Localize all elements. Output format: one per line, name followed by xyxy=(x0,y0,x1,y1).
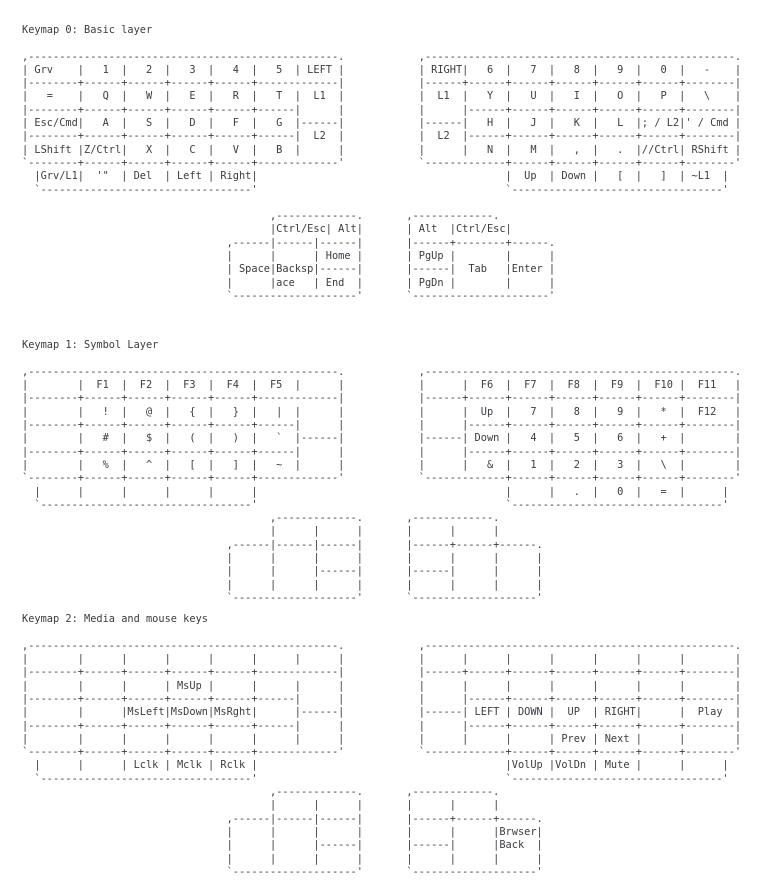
keymap-1-title: Keymap 1: Symbol Layer xyxy=(22,339,159,352)
keymap-1-section xyxy=(22,339,765,605)
keymap-0-ascii-diagram: ,--------------------------------------------------. ,--------------------------------------------------. | Grv | 1 | 2 | 3 | 4 | 5 | LEFT | | RIGHT| 6 | 7 | 8 | 9 | 0 | - | |--------+------+------+------+------+-------------| |------+------+------+------+------+------+--------| | = | Q | W | E | R | T | L1 | | L1 | Y | U | I | O | P | \ | |--------+------+------+------+------+------| | | |------+------+------+------+------+--------| | Esc/Cmd| A | S | D | F | G |------| |------| H | J | K | L |; / L2|' / Cmd | |--------+------+------+------+------+------| L2 | | L2 |------+------+------+------+------+--------| | LShift |Z/Ctrl| X | C | V | B | | | | N | M | , | . |//Ctrl| RShift | `--------+------+------+------+------+-------------' `-------------+------+------+------+------+--------' |Grv/L1| '" | Del | Left | Right| | Up | Down | [ | ] | ~L1 | `----------------------------------' `----------------------------------' ,-------------. ,-------------. |Ctrl/Esc| Alt| | Alt |Ctrl/Esc| ,------|------|------| |------+--------+------. | | | Home | | PgUp | | | | Space|Backsp|------| |------| Tab |Enter | | |ace | End | | PgDn | | | `--------------------' `----------------------' xyxy=(22,50,742,302)
keymap-0-title: Keymap 0: Basic layer xyxy=(22,24,153,36)
keymap-2-ascii-diagram: ,--------------------------------------------------. ,--------------------------------------------------. | | | | | | | | | | | | | | | | |--------+------+------+------+------+-------------| |------+------+------+------+------+------+--------| | | | | MsUp | | | | | | | | | | | | |--------+------+------+------+------+------| | | |------+------+------+------+------+--------| | | |MsLeft|MsDown|MsRght| |------| |------| LEFT | DOWN | UP | RIGHT| | Play | |--------+------+------+------+------+------| | | |------+------+------+------+------+--------| | | | | | | | | | | | | Prev | Next | | | `--------+------+------+------+------+-------------' `-------------+------+------+------+------+--------' | | | Lclk | Mclk | Rclk | |VolUp |VolDn | Mute | | | `----------------------------------' `----------------------------------' ,-------------. ,-------------. | | | | | | ,------|------|------| |------+------+------. | | | | | | |Brwser| | | |------| |------| |Back | | | | | | | | | `--------------------' `--------------------' xyxy=(22,639,742,878)
keymap-2-section xyxy=(22,613,765,879)
keymap-2-title: Keymap 2: Media and mouse keys xyxy=(22,613,208,626)
keymap-1-ascii-diagram: ,--------------------------------------------------. ,--------------------------------------------------. | | F1 | F2 | F3 | F4 | F5 | | | | F6 | F7 | F8 | F9 | F10 | F11 | |--------+------+------+------+------+-------------| |------+------+------+------+------+------+--------| | | ! | @ | { | } | | | | | | Up | 7 | 8 | 9 | * | F12 | |--------+------+------+------+------+------| | | |------+------+------+------+------+--------| | | # | $ | ( | ) | ` |------| |------| Down | 4 | 5 | 6 | + | | |--------+------+------+------+------+------| | | |------+------+------+------+------+--------| | | % | ^ | [ | ] | ~ | | | | & | 1 | 2 | 3 | \ | | `--------+------+------+------+------+-------------' `-------------+------+------+------+------+--------' | | | | | | | | . | 0 | = | | `----------------------------------' `----------------------------------' ,-------------. ,-------------. | | | | | | ,------|------|------| |------+------+------. | | | | | | | | | | |------| |------| | | | | | | | | | | `--------------------' `--------------------' xyxy=(22,365,742,604)
keymap-0-section xyxy=(22,24,765,303)
